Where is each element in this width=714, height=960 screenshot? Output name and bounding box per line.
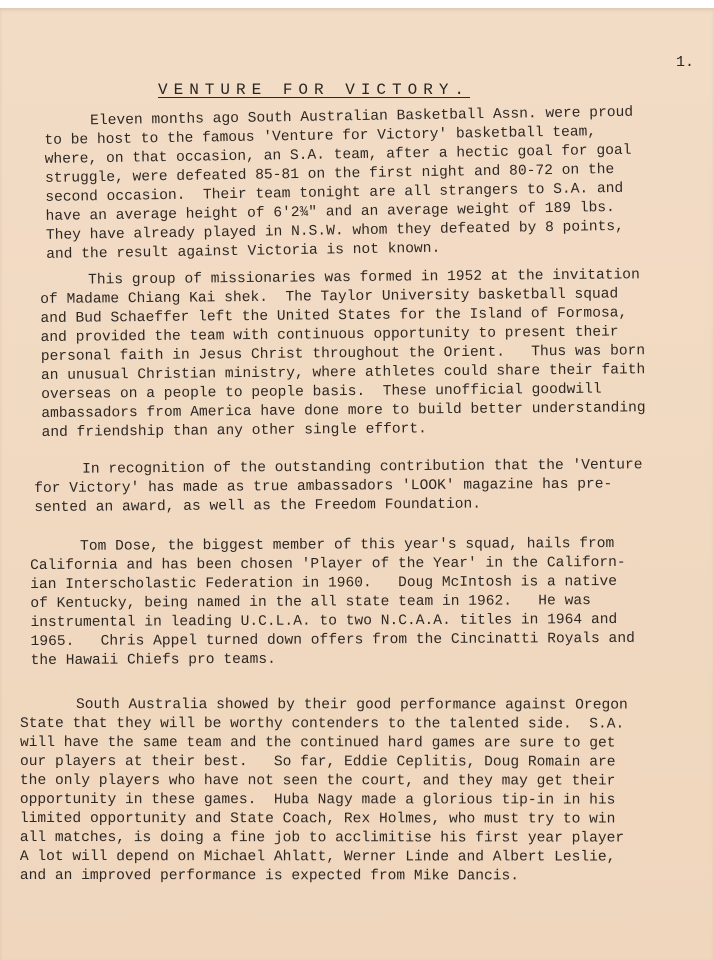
text-line: the only players who have not seen the court, and they may get their: [19, 772, 616, 790]
text-line: to be host to the famous 'Venture for Victory' basketball team,: [44, 124, 597, 149]
text-line: instrumental in leading U.C.L.A. to two N.C.A.A. titles in 1964 and: [30, 611, 618, 632]
text-line: will have the same team and the continued hard games are sure to get: [19, 734, 616, 752]
text-line: 1965. Chris Appel turned down offers from the Cincinatti Royals and: [30, 630, 635, 651]
page-number: 1.: [676, 54, 695, 71]
text-line: second occasion. Their team tonight are all strangers to S.A. and: [45, 180, 624, 206]
text-line: of Kentucky, being named in the all state team in 1962. He was: [30, 593, 591, 613]
text-line: and the result against Victoria is not known.: [46, 240, 441, 263]
text-line: In recognition of the outstanding contribution that the 'Venture: [82, 457, 643, 478]
text-line: opportunity in these games. Huba Nagy made a glorious tip-in in his: [19, 791, 616, 809]
text-line: for Victory' has made as true ambassadors 'LOOK' magazine has pre-: [34, 476, 613, 498]
text-line: State that they will be worthy contenders to the talented side. S.A.: [19, 715, 625, 733]
text-line: ian Interscholastic Federation in 1960. Doug McIntosh is a native: [30, 573, 618, 594]
text-line: personal faith in Jesus Christ throughout the Orient. Thus was born: [40, 343, 646, 365]
text-line: have an average height of 6'2¾" and an average weight of 189 lbs.: [45, 199, 615, 225]
text-line: limited opportunity and State Coach, Rex Holmes, who must try to win: [19, 810, 616, 828]
text-line: and an improved performance is expected from Mike Dancis.: [19, 867, 520, 885]
text-line: an unusual Christian ministry, where athletes could share their faith: [40, 362, 646, 384]
text-line: all matches, is doing a fine job to acclimitise his first year player: [19, 829, 625, 847]
text-line: the Hawaii Chiefs pro teams.: [30, 651, 276, 670]
paragraph-intro: [0, 102, 714, 265]
paragraph-players: [0, 534, 714, 671]
paragraph-recognition: [0, 456, 714, 519]
text-line: ambassadors from America have done more to build better understanding: [41, 400, 646, 422]
text-line: of Madame Chiang Kai shek. The Taylor University basketball squad: [40, 286, 619, 308]
text-line: South Australia showed by their good performance against Oregon: [75, 697, 628, 714]
text-line: Tom Dose, the biggest member of this year's squad, hails from: [80, 535, 615, 555]
text-line: A lot will depend on Michael Ahlatt, Werner Linde and Albert Leslie,: [19, 848, 616, 866]
text-line: our players at their best. So far, Eddie Ceplitis, Doug Romain are: [19, 753, 616, 771]
typewritten-page: [0, 8, 714, 960]
text-line: sented an award, as well as the Freedom Foundation.: [34, 496, 482, 517]
text-line: where, on that occasion, an S.A. team, after a hectic goal for goal: [44, 142, 632, 168]
paragraph-missionaries: [0, 266, 714, 444]
text-line: and provided the team with continuous opportunity to present their: [40, 324, 619, 346]
text-line: This group of missionaries was formed in 1952 at the invitation: [88, 267, 640, 289]
text-line: and Bud Schaeffer left the United States for the Island of Formosa,: [40, 305, 628, 327]
text-line: overseas on a people to people basis. These unofficial goodwill: [41, 381, 602, 403]
text-line: Eleven months ago South Australian Basketball Assn. were proud: [90, 104, 634, 130]
text-line: struggle, were defeated 85-81 on the first night and 80-72 on the: [44, 161, 615, 187]
paragraph-south-australia: [0, 696, 714, 887]
text-line: California and has been chosen 'Player of the Year' in the Californ-: [30, 554, 626, 575]
text-line: They have already played in N.S.W. whom they defeated by 8 points,: [45, 218, 625, 244]
document-title: VENTURE FOR VICTORY.: [158, 81, 471, 99]
text-line: and friendship than any other single effort.: [41, 421, 427, 441]
